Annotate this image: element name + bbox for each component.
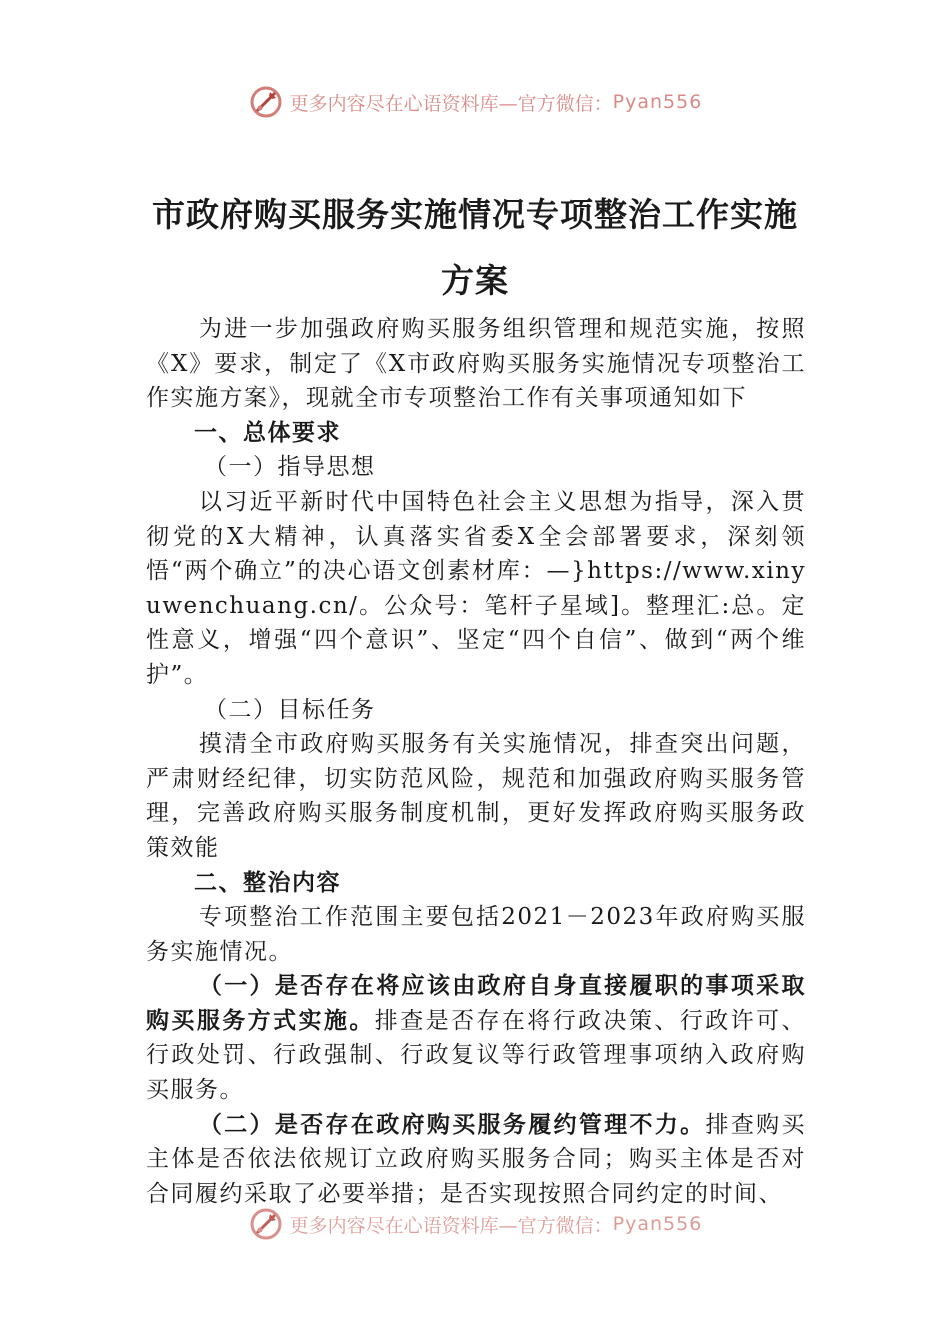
item-paragraph-2 [146,1108,806,1212]
item-title-2: （二）是否存在政府购买服务履约管理不力。 [198,1110,706,1138]
item-text-1: 排查是否存在将行政决策、行政许可、行政处罚、行政强制、行政复议等行政管理事项纳入政府购买服务。 [146,1007,806,1104]
section-1-sub-2-heading: （二）目标任务 [204,696,376,723]
guiding-thought-text-a: 以习近平新时代中国特色社会主义思想为指导，深入贯彻党的X大精神，认真落实省委X全会部署要求，深刻领悟“两个确立”的决心语文创素材库：—} [146,488,806,585]
item-title-1: （一）是否存在将应该由政府自身直接履职的事项采取购买服务方式实施。 [146,972,806,1034]
guiding-thought-text-b: 。公众号：笔杆子星域]。整理汇:总。定性意义，增强“四个意识”、坚定“四个自信”、做到“两个维护”。 [146,592,806,688]
section-1-heading: 一、总体要求 [194,418,341,446]
watermark-wechat: Pyan556 [612,1213,703,1235]
watermark-text: 更多内容尽在心语资料库—官方微信： [289,1214,613,1237]
pen-logo-icon [248,1206,284,1242]
item-text-2: 排查购买主体是否依法依规订立政府购买服务合同；购买主体是否对合同履约采取了必要举措；是否实现按照合同约定的时间、 [146,1111,806,1207]
document-body [146,312,806,1212]
header-watermark [0,82,950,122]
goals-paragraph: 摸清全市政府购买服务有关实施情况，排查突出问题，严肃财经纪律，切实防范风险，规范和加强政府购买服务管理，完善政府购买服务制度机制，更好发挥政府购买服务政策效能 [146,731,806,861]
watermark-wechat: Pyan556 [612,91,703,113]
pen-logo-icon [248,84,284,120]
watermark-text: 更多内容尽在心语资料库—官方微信： [289,92,613,115]
source-url: https://www.xinyuwenchuang.cn/ [146,558,806,619]
section-1-sub-1-heading: （一）指导思想 [204,454,376,481]
intro-paragraph: 为进一步加强政府购买服务组织管理和规范实施，按照《X》要求，制定了《X市政府购买服务实施情况专项整治工作实施方案》，现就全市专项整治工作有关事项通知如下 [146,316,806,412]
section-2-heading: 二、整治内容 [194,868,341,896]
document-title: 市政府购买服务实施情况专项整治工作实施方案 [152,195,798,300]
item-paragraph-1 [146,969,806,1107]
footer-watermark [0,1204,950,1244]
section-2-intro: 专项整治工作范围主要包括2021－2023年政府购买服务实施情况。 [146,904,806,965]
guiding-thought-paragraph [146,485,806,693]
